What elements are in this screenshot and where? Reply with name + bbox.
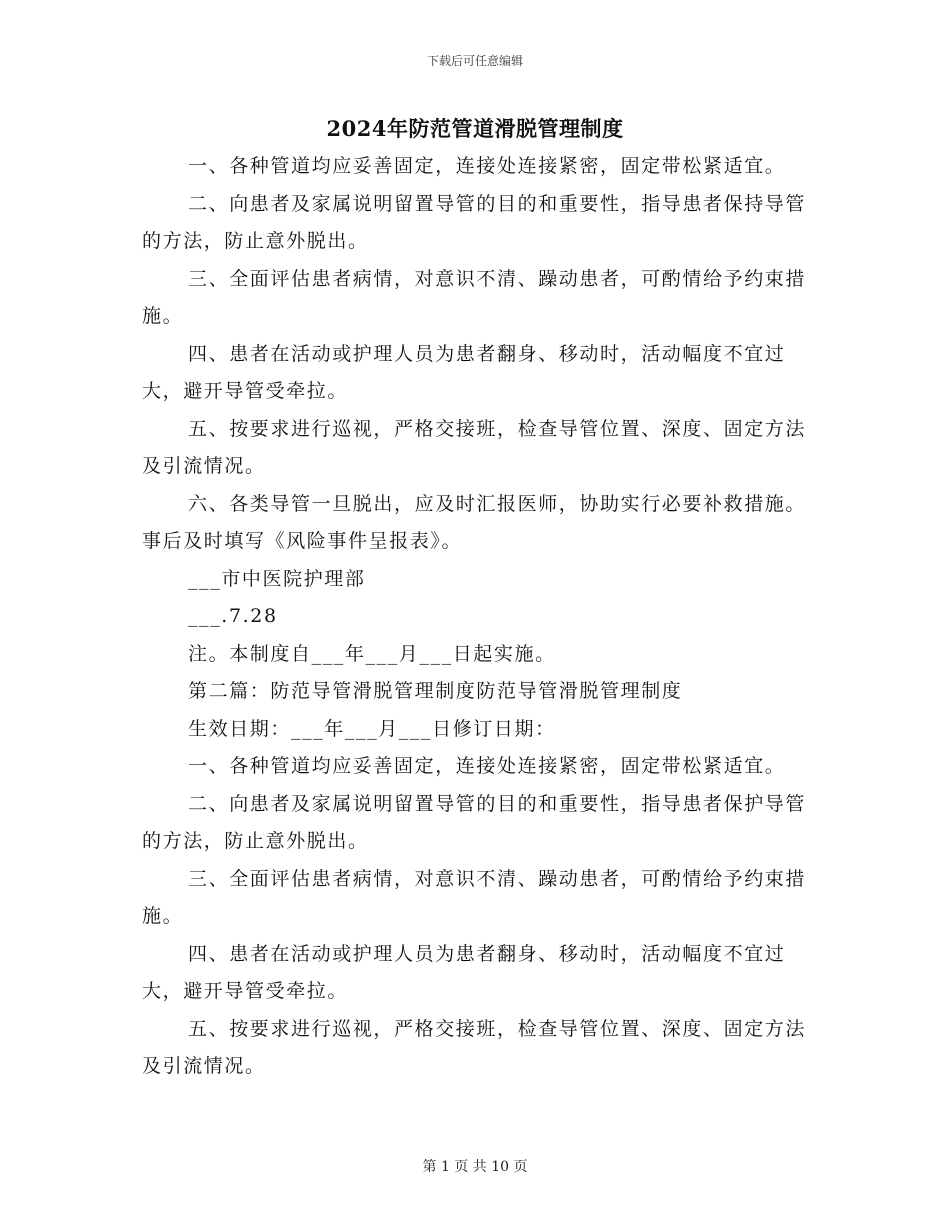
signature-date: ___.7.28 xyxy=(188,605,278,627)
signature-department: ___市中医院护理部 xyxy=(188,567,366,590)
document-title: 2024年防范管道滑脱管理制度 xyxy=(326,116,624,141)
header-note: 下载后可任意编辑 xyxy=(426,54,523,68)
paragraph: 一、各种管道均应妥善固定，连接处连接紧密，固定带松紧适宜。 xyxy=(188,155,786,177)
paragraph: 二、向患者及家属说明留置导管的目的和重要性，指导患者保护导管的方法，防止意外脱出。 xyxy=(142,792,807,852)
page-footer: 第 1 页 共 10 页 xyxy=(422,1159,528,1175)
section-heading: 第二篇：防范导管滑脱管理制度防范导管滑脱管理制度 xyxy=(188,680,683,702)
paragraph: 二、向患者及家属说明留置导管的目的和重要性，指导患者保持导管的方法，防止意外脱出。 xyxy=(142,192,807,252)
paragraph: 四、患者在活动或护理人员为患者翻身、移动时，活动幅度不宜过大，避开导管受牵拉。 xyxy=(142,942,786,1002)
note: 注。本制度自___年___月___日起实施。 xyxy=(188,642,556,665)
paragraph: 一、各种管道均应妥善固定，连接处连接紧密，固定带松紧适宜。 xyxy=(188,755,786,777)
effective-date: 生效日期：___年___月___日修订日期： xyxy=(188,717,556,740)
paragraph: 五、按要求进行巡视，严格交接班，检查导管位置、深度、固定方法及引流情况。 xyxy=(142,1017,807,1077)
paragraph: 三、全面评估患者病情，对意识不清、躁动患者，可酌情给予约束措施。 xyxy=(142,267,807,327)
paragraph: 三、全面评估患者病情，对意识不清、躁动患者，可酌情给予约束措施。 xyxy=(142,867,807,927)
document-body xyxy=(142,148,810,1086)
paragraph: 四、患者在活动或护理人员为患者翻身、移动时，活动幅度不宜过大，避开导管受牵拉。 xyxy=(142,342,786,402)
paragraph: 六、各类导管一旦脱出，应及时汇报医师，协助实行必要补救措施。事后及时填写《风险事件呈报表》。 xyxy=(142,492,807,552)
paragraph: 五、按要求进行巡视，严格交接班，检查导管位置、深度、固定方法及引流情况。 xyxy=(142,417,807,477)
